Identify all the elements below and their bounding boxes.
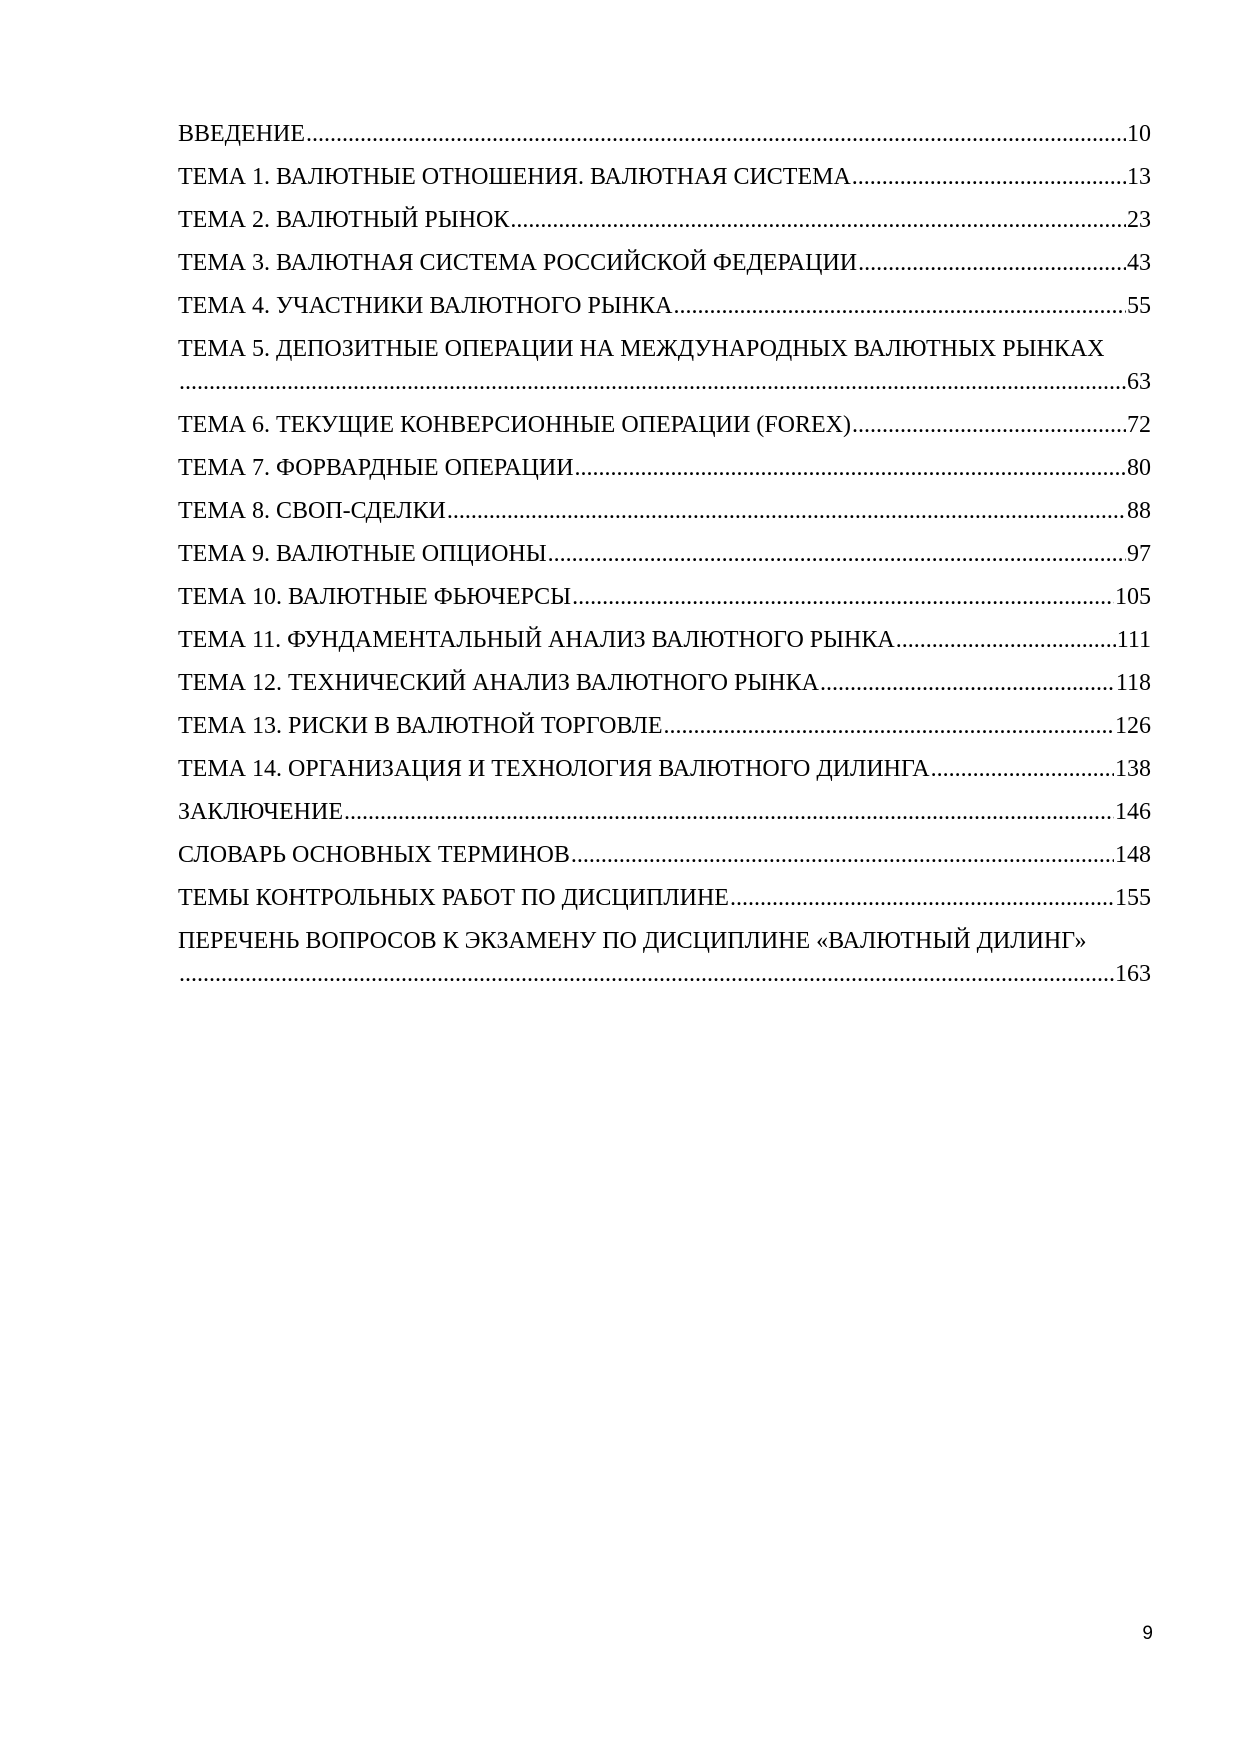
toc-entry[interactable] xyxy=(178,328,1151,404)
toc-entry[interactable] xyxy=(178,834,1151,877)
toc-entry-page-number: 163 xyxy=(1115,961,1151,987)
toc-entry-page-number: 111 xyxy=(1116,627,1151,653)
toc-entry-page-number: 126 xyxy=(1115,713,1151,739)
toc-entry-title: ТЕМА 10. ВАЛЮТНЫЕ ФЬЮЧЕРСЫ xyxy=(178,584,572,610)
toc-dot-leader xyxy=(575,447,1126,490)
toc-entry-page-number: 23 xyxy=(1127,207,1151,233)
toc-dot-leader xyxy=(179,953,1114,996)
toc-dot-leader xyxy=(572,576,1114,619)
toc-dot-leader xyxy=(896,619,1116,662)
toc-entry[interactable] xyxy=(178,791,1151,834)
toc-entry[interactable] xyxy=(178,662,1151,705)
toc-entry-title: ТЕМА 9. ВАЛЮТНЫЕ ОПЦИОНЫ xyxy=(178,541,547,567)
toc-entry-title: ТЕМА 8. СВОП-СДЕЛКИ xyxy=(178,498,446,524)
toc-entry-title: ТЕМА 6. ТЕКУЩИЕ КОНВЕРСИОННЫЕ ОПЕРАЦИИ (FOREX) xyxy=(178,412,851,438)
toc-entry-title: ТЕМА 1. ВАЛЮТНЫЕ ОТНОШЕНИЯ. ВАЛЮТНАЯ СИСТЕМА xyxy=(178,164,851,190)
toc-entry-page-number: 118 xyxy=(1115,670,1151,696)
toc-entry-title: ЗАКЛЮЧЕНИЕ xyxy=(178,799,343,825)
toc-entry-title: ПЕРЕЧЕНЬ ВОПРОСОВ К ЭКЗАМЕНУ ПО ДИСЦИПЛИНЕ «ВАЛЮТНЫЙ ДИЛИНГ» xyxy=(178,928,1087,954)
toc-entry-page-number: 88 xyxy=(1127,498,1151,524)
toc-entry-page-number: 146 xyxy=(1115,799,1151,825)
toc-entry-title: ТЕМА 2. ВАЛЮТНЫЙ РЫНОК xyxy=(178,207,510,233)
toc-entry[interactable] xyxy=(178,748,1151,791)
toc-dot-leader xyxy=(931,748,1114,791)
toc-entry-title: ТЕМА 4. УЧАСТНИКИ ВАЛЮТНОГО РЫНКА xyxy=(178,293,673,319)
toc-entry-page-number: 10 xyxy=(1127,121,1151,147)
toc-entry-page-number: 97 xyxy=(1127,541,1151,567)
toc-entry-page-number: 72 xyxy=(1127,412,1151,438)
toc-entry-title: ТЕМА 14. ОРГАНИЗАЦИЯ И ТЕХНОЛОГИЯ ВАЛЮТНОГО ДИЛИНГА xyxy=(178,756,930,782)
toc-entry[interactable] xyxy=(178,242,1151,285)
toc-entry[interactable] xyxy=(178,156,1151,199)
toc-dot-leader xyxy=(820,662,1115,705)
toc-entry-title: ТЕМА 7. ФОРВАРДНЫЕ ОПЕРАЦИИ xyxy=(178,455,574,481)
toc-entry-page-number: 155 xyxy=(1115,885,1151,911)
toc-entry[interactable] xyxy=(178,920,1151,996)
toc-entry[interactable] xyxy=(178,490,1151,533)
toc-entry-title: СЛОВАРЬ ОСНОВНЫХ ТЕРМИНОВ xyxy=(178,842,570,868)
toc-entry[interactable] xyxy=(178,199,1151,242)
page-number: 9 xyxy=(1142,1623,1153,1644)
toc-dot-leader xyxy=(179,361,1126,404)
toc-dot-leader xyxy=(306,113,1126,156)
toc-entry[interactable] xyxy=(178,404,1151,447)
toc-entry-page-number: 105 xyxy=(1115,584,1151,610)
toc-dot-leader xyxy=(673,285,1126,328)
toc-entry-title: ТЕМА 12. ТЕХНИЧЕСКИЙ АНАЛИЗ ВАЛЮТНОГО РЫНКА xyxy=(178,670,819,696)
toc-dot-leader xyxy=(447,490,1126,533)
toc-dot-leader xyxy=(510,199,1126,242)
toc-entry-page-number: 138 xyxy=(1115,756,1151,782)
toc-entry[interactable] xyxy=(178,447,1151,490)
toc-entry-title: ТЕМА 5. ДЕПОЗИТНЫЕ ОПЕРАЦИИ НА МЕЖДУНАРОДНЫХ ВАЛЮТНЫХ РЫНКАХ xyxy=(178,336,1105,362)
toc-entry-title: ТЕМА 13. РИСКИ В ВАЛЮТНОЙ ТОРГОВЛЕ xyxy=(178,713,663,739)
toc-entry[interactable] xyxy=(178,705,1151,748)
toc-entry[interactable] xyxy=(178,877,1151,920)
toc-entry-page-number: 63 xyxy=(1127,369,1151,395)
toc-entry[interactable] xyxy=(178,619,1151,662)
toc-entry-title: ТЕМА 11. ФУНДАМЕНТАЛЬНЫЙ АНАЛИЗ ВАЛЮТНОГО РЫНКА xyxy=(178,627,895,653)
toc-dot-leader xyxy=(571,834,1114,877)
toc-dot-leader xyxy=(852,404,1126,447)
toc-entry-page-number: 55 xyxy=(1127,293,1151,319)
toc-entry[interactable] xyxy=(178,576,1151,619)
toc-entry[interactable] xyxy=(178,113,1151,156)
toc-entry-page-number: 148 xyxy=(1115,842,1151,868)
toc-entry[interactable] xyxy=(178,285,1151,328)
toc-dot-leader xyxy=(548,533,1126,576)
toc-dot-leader xyxy=(852,156,1126,199)
toc-entry-page-number: 13 xyxy=(1127,164,1151,190)
toc-entry-title: ТЕМА 3. ВАЛЮТНАЯ СИСТЕМА РОССИЙСКОЙ ФЕДЕРАЦИИ xyxy=(178,250,858,276)
toc-entry-page-number: 43 xyxy=(1127,250,1151,276)
toc-entry[interactable] xyxy=(178,533,1151,576)
toc-entry-title: ТЕМЫ КОНТРОЛЬНЫХ РАБОТ ПО ДИСЦИПЛИНЕ xyxy=(178,885,729,911)
toc-entry-page-number: 80 xyxy=(1127,455,1151,481)
toc-dot-leader xyxy=(730,877,1114,920)
toc-dot-leader xyxy=(344,791,1114,834)
toc-dot-leader xyxy=(858,242,1126,285)
toc-entry-title: ВВЕДЕНИЕ xyxy=(178,121,306,147)
table-of-contents xyxy=(178,113,1151,996)
toc-dot-leader xyxy=(664,705,1114,748)
